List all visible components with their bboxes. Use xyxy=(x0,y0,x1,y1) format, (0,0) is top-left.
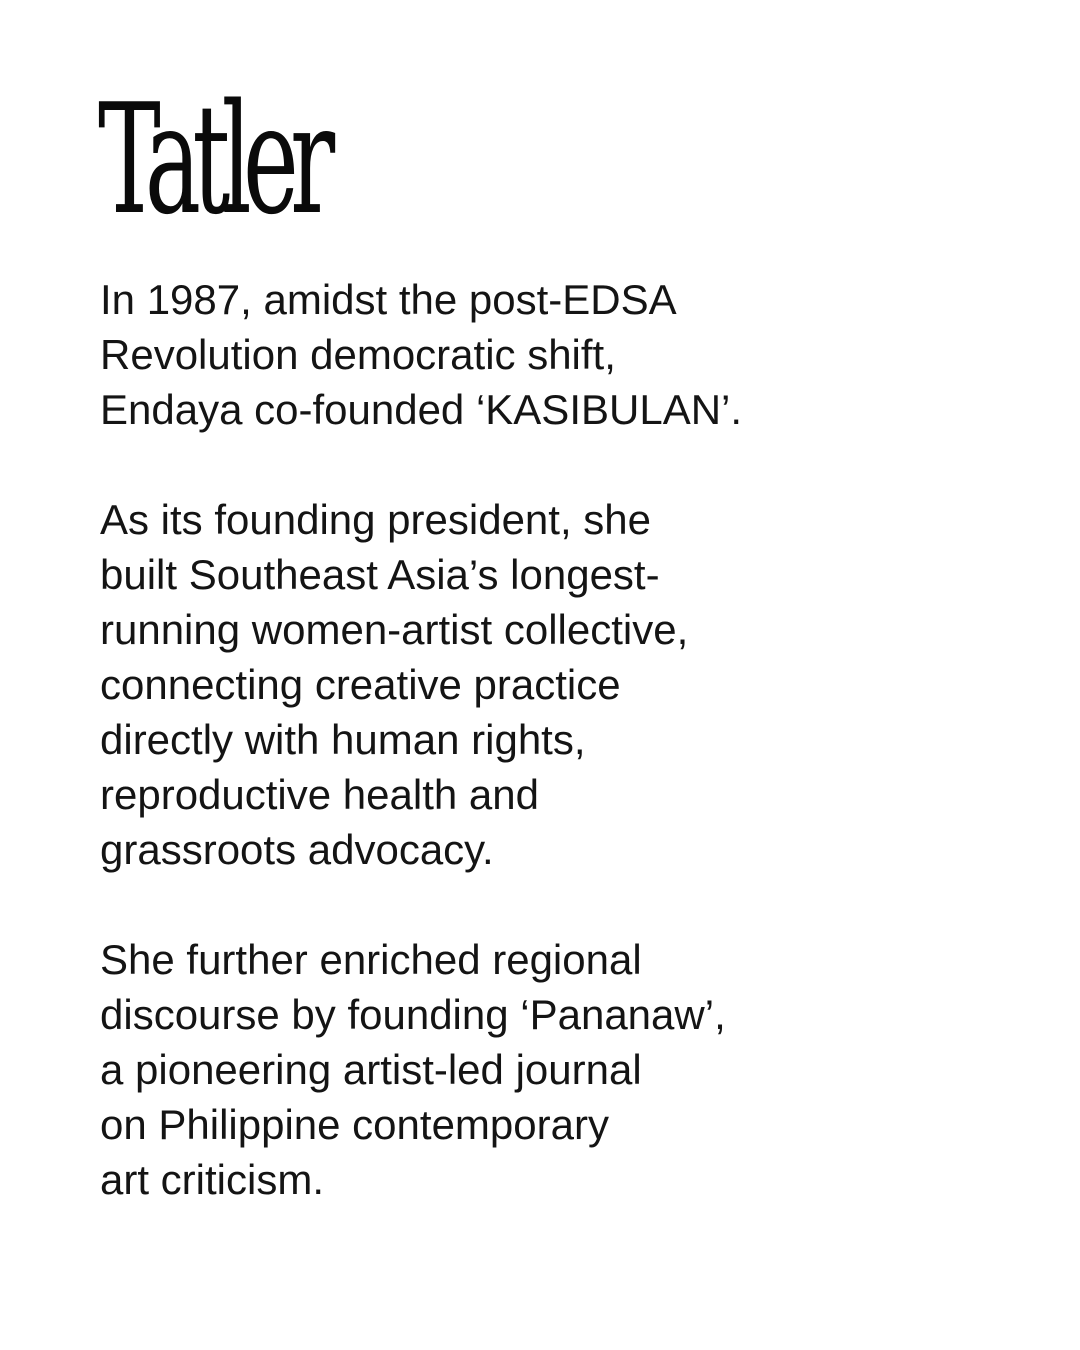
text-line: built Southeast Asia’s longest- xyxy=(100,551,660,598)
text-line: In 1987, amidst the post-EDSA xyxy=(100,276,677,323)
text-line: grassroots advocacy. xyxy=(100,826,494,873)
text-line: Revolution democratic shift, xyxy=(100,331,616,378)
text-line: a pioneering artist-led journal xyxy=(100,1046,642,1093)
text-line: running women-artist collective, xyxy=(100,606,689,653)
text-line: As its founding president, she xyxy=(100,496,652,543)
text-line: discourse by founding ‘Pananaw’, xyxy=(100,991,726,1038)
article-body xyxy=(100,272,860,1207)
text-line: connecting creative practice xyxy=(100,661,621,708)
text-line: reproductive health and xyxy=(100,771,539,818)
paragraph-founding-president xyxy=(100,492,860,877)
text-line: Endaya co-founded ‘KASIBULAN’. xyxy=(100,386,743,433)
text-line: She further enriched regional xyxy=(100,936,642,983)
paragraph-kasibulan xyxy=(100,272,860,437)
text-line: directly with human rights, xyxy=(100,716,586,763)
paragraph-pananaw xyxy=(100,932,860,1207)
tatler-logo: Tatler xyxy=(98,71,327,248)
text-line: on Philippine contemporary xyxy=(100,1101,609,1148)
text-line: art criticism. xyxy=(100,1156,324,1203)
